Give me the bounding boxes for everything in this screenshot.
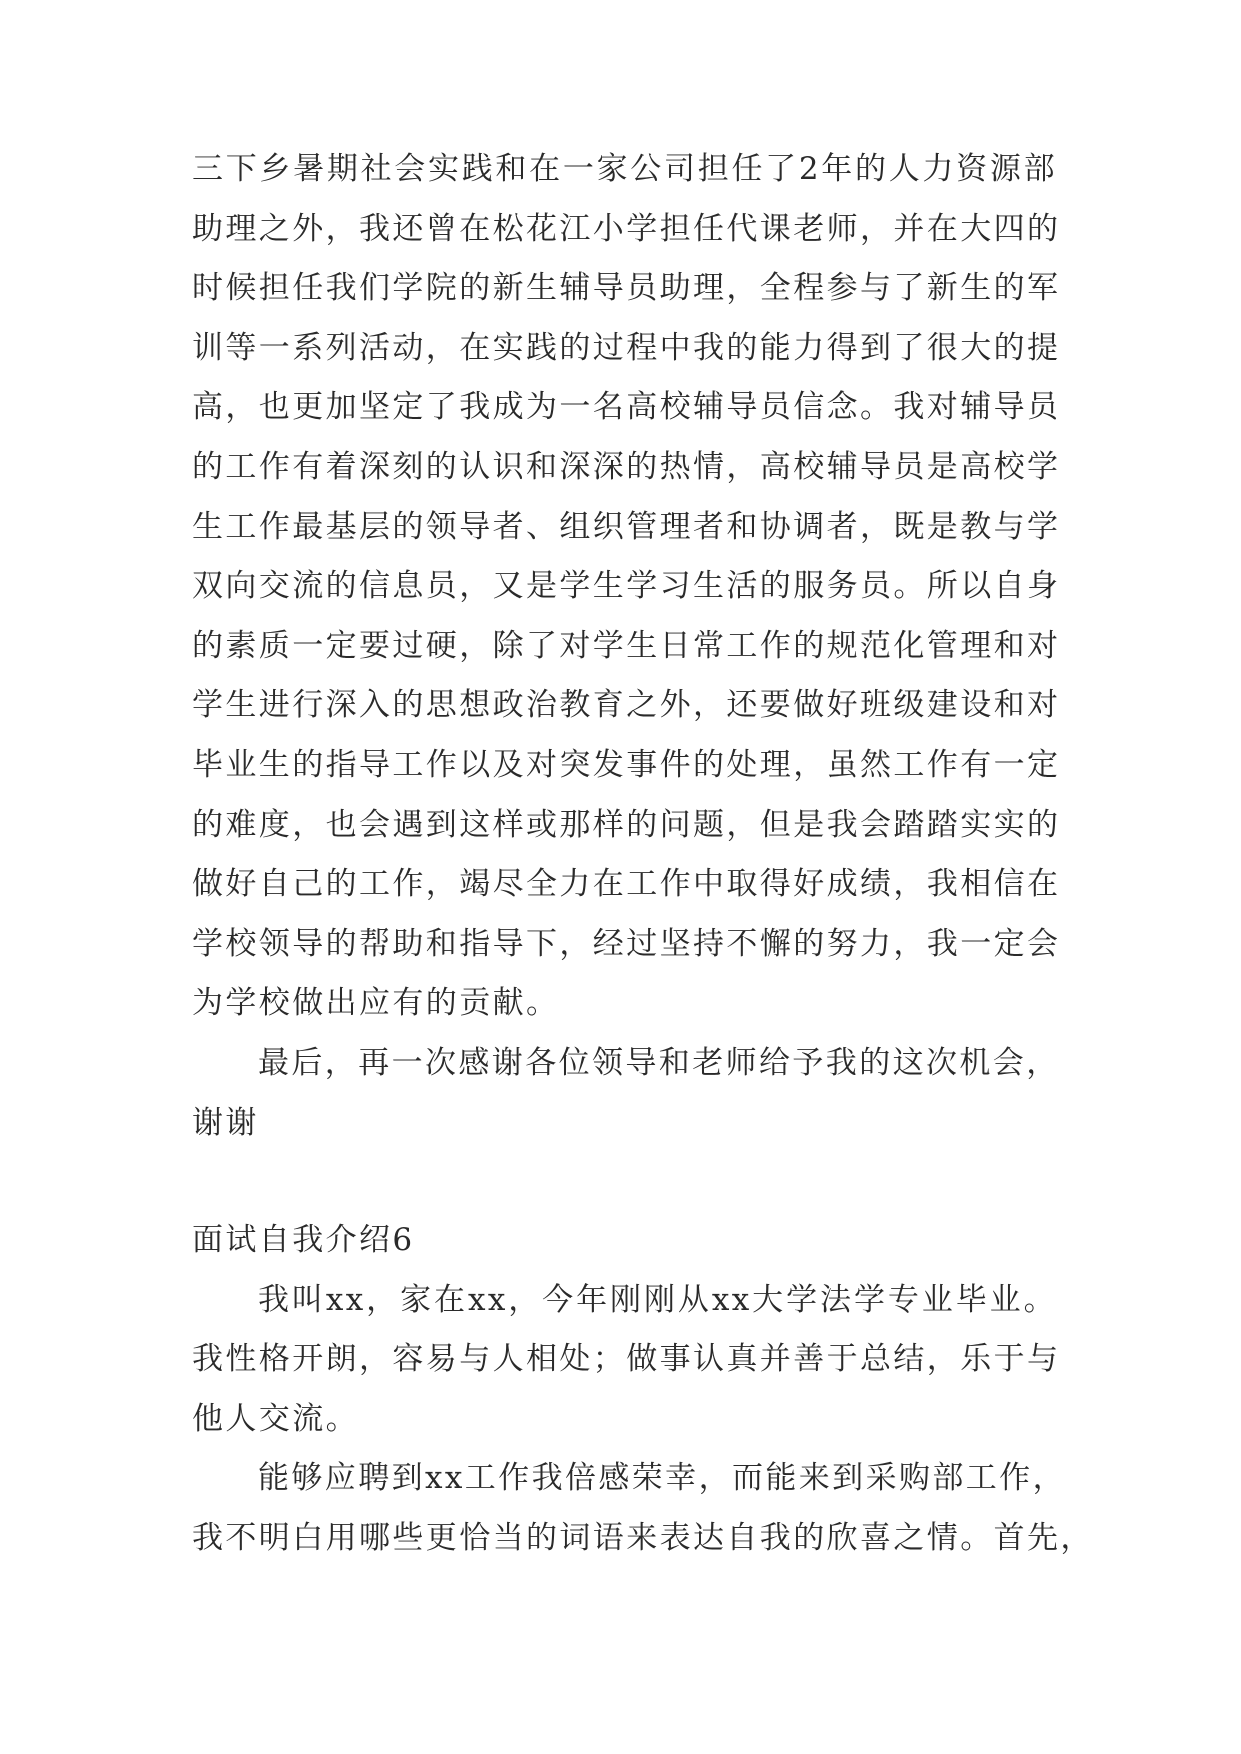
text-line: 做好自己的工作，竭尽全力在工作中取得好成绩，我相信在 (192, 866, 1061, 903)
text-line: 我不明白用哪些更恰当的词语来表达自我的欣喜之情。首先， (192, 1520, 1094, 1557)
text-line: 三下乡暑期社会实践和在一家公司担任了2年的人力资源部 (192, 151, 1057, 187)
text-line: 的素质一定要过硬，除了对学生日常工作的规范化管理和对 (192, 627, 1061, 664)
text-line: 的难度，也会遇到这样或那样的问题，但是我会踏踏实实的 (192, 806, 1061, 843)
document-page (192, 140, 1094, 1569)
text-line: 我性格开朗，容易与人相处；做事认真并善于总结，乐于与 (192, 1341, 1061, 1378)
text-line: 时候担任我们学院的新生辅导员助理，全程参与了新生的军 (192, 270, 1061, 307)
text-line: 谢谢 (192, 1104, 259, 1141)
paragraph-practice (192, 140, 1061, 1034)
paragraph-thanks (192, 1034, 1060, 1153)
text-line: 为学校做出应有的贡献。 (192, 985, 560, 1022)
text-line: 高，也更加坚定了我成为一名高校辅导员信念。我对辅导员 (192, 389, 1061, 426)
section-spacer (192, 1153, 1057, 1211)
text-line: 训等一系列活动，在实践的过程中我的能力得到了很大的提 (192, 329, 1061, 366)
text-line: 他人交流。 (192, 1400, 359, 1437)
text-line: 我叫xx，家在xx，今年刚刚从xx大学法学专业毕业。 (258, 1281, 1057, 1318)
text-line: 学生进行深入的思想政治教育之外，还要做好班级建设和对 (192, 687, 1061, 724)
text-line: 毕业生的指导工作以及对突发事件的处理，虽然工作有一定 (192, 746, 1061, 783)
text-line: 的工作有着深刻的认识和深深的热情，高校辅导员是高校学 (192, 448, 1061, 485)
text-line: 能够应聘到xx工作我倍感荣幸，而能来到采购部工作， (258, 1460, 1066, 1497)
paragraph-job (192, 1449, 1094, 1568)
text-line: 双向交流的信息员，又是学生学习生活的服务员。所以自身 (192, 568, 1061, 605)
text-line: 生工作最基层的领导者、组织管理者和协调者，既是教与学 (192, 508, 1061, 545)
paragraph-intro (192, 1271, 1061, 1450)
section-heading: 面试自我介绍6 (192, 1222, 415, 1259)
text-line: 助理之外，我还曾在松花江小学担任代课老师，并在大四的 (192, 210, 1061, 247)
text-line: 学校领导的帮助和指导下，经过坚持不懈的努力，我一定会 (192, 925, 1061, 962)
text-line: 最后，再一次感谢各位领导和老师给予我的这次机会， (258, 1044, 1060, 1081)
